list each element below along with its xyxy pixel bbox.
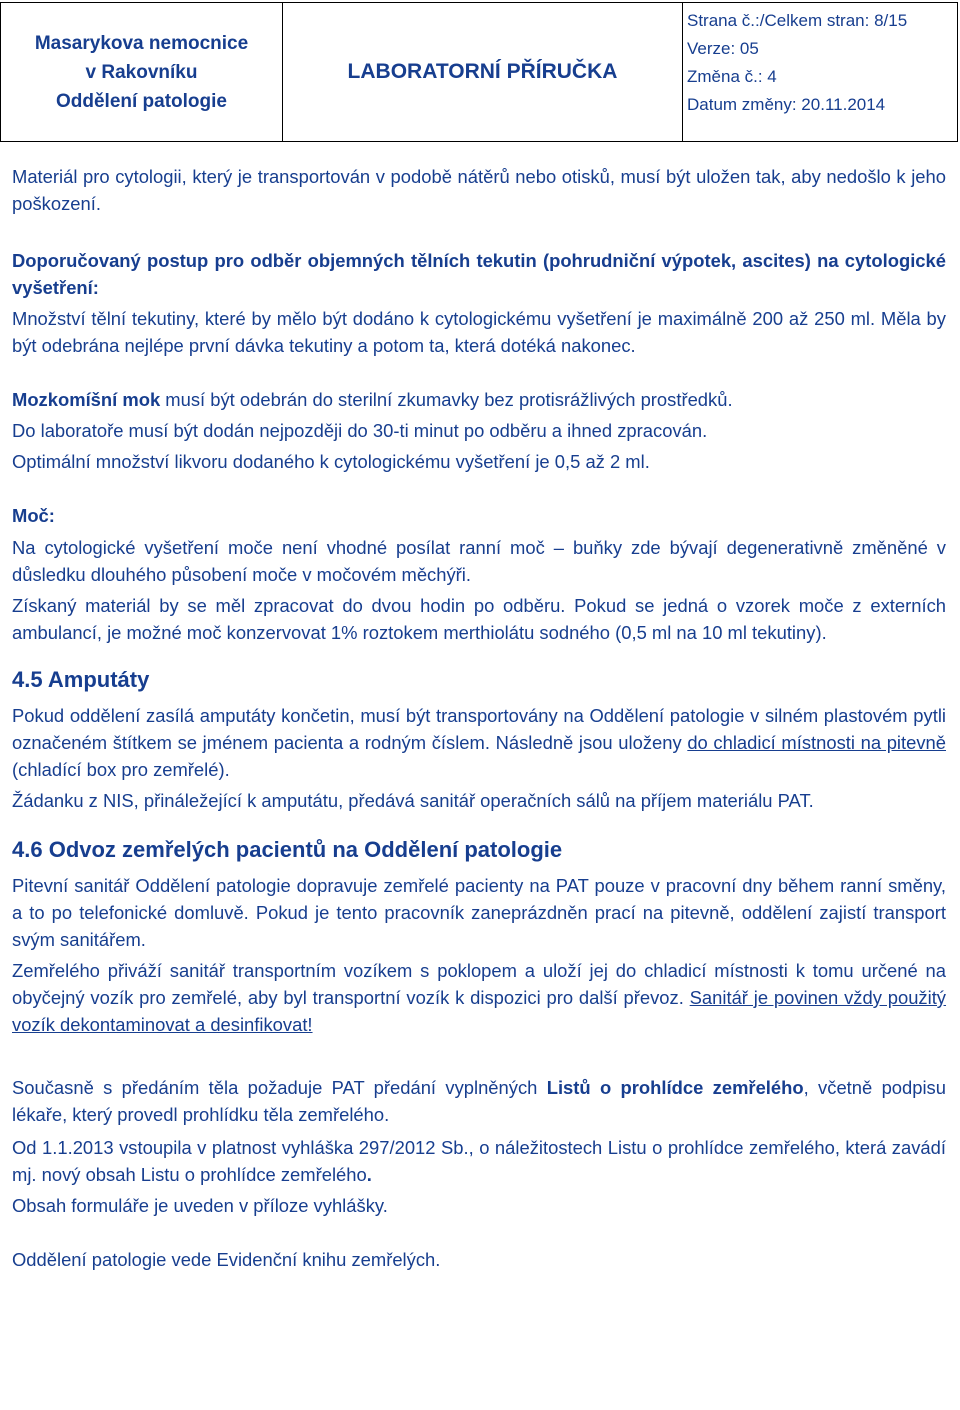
page-info: Strana č.:/Celkem stran: 8/15	[687, 11, 908, 30]
deceased-transport-paragraph-1: Pitevní sanitář Oddělení patologie dopravuje zemřelé pacienty na PAT pouze v pracovní dny během ranní směny, a to po telefonické domluvě. Pokud je tento pracovník zaneprázdněn prací na pitevně, oddělení zajistí transport svým sanitářem.	[12, 875, 946, 950]
document-title: LABORATORNÍ PŘÍRUČKA	[347, 60, 618, 83]
section-4-6-heading: 4.6 Odvoz zemřelých pacientů na Oddělení patologie	[12, 837, 563, 862]
document-body	[12, 163, 946, 1273]
header-meta	[683, 3, 957, 141]
cytology-transport-paragraph: Materiál pro cytologii, který je transportován v podobě nátěrů nebo otisků, musí být uložen tak, aby nedošlo k jeho poškození.	[12, 166, 946, 214]
amputations-paragraph-2: Žádanku z NIS, přináležející k amputátu, předává sanitář operačních sálů na příjem materiálu PAT.	[12, 790, 814, 811]
change-number: Změna č.: 4	[687, 67, 777, 86]
urine-paragraph-2: Získaný materiál by se měl zpracovat do dvou hodin po odběru. Pokud se jedná o vzorek moče z externích ambulancí, je možné moč konzervovat 1% roztokem merthiolátu sodného (0,5 ml na 10 ml tekutiny).	[12, 595, 946, 643]
csf-delivery-paragraph: Do laboratoře musí být dodán nejpozději do 30-ti minut po odběru a ihned zpracován.	[12, 420, 708, 441]
change-date: Datum změny: 20.11.2014	[687, 95, 886, 114]
page-header	[0, 2, 958, 142]
org-city: v Rakovníku	[85, 61, 198, 83]
section-4-5-heading: 4.5 Amputáty	[12, 667, 150, 692]
org-department: Oddělení patologie	[55, 90, 227, 112]
amputations-paragraph-1: Pokud oddělení zasílá amputáty končetin, musí být transportovány na Oddělení patologie v silném plastovém pytli označeném štítkem se jménem pacienta a rodným číslem. Následně jsou uloženy do chladicí místnosti na pitevně (chladící box pro zemřelé).	[12, 705, 946, 780]
form-content-paragraph: Obsah formuláře je uveden v příloze vyhlášky.	[12, 1195, 388, 1216]
csf-paragraph: Mozkomíšní mok musí být odebrán do sterilní zkumavky bez protisrážlivých prostředků.	[12, 389, 733, 410]
deceased-transport-paragraph-2: Zemřelého přiváží sanitář transportním vozíkem s poklopem a uloží jej do chladicí místnosti k tomu určené na obyčejný vozík pro zemřelé, aby byl transportní vozík k dispozici pro další převoz. Sanitář je povinen vždy použitý vozík dekontaminovat a desinfikovat!	[12, 960, 947, 1035]
register-paragraph: Oddělení patologie vede Evidenční knihu zemřelých.	[12, 1249, 441, 1270]
header-title-cell	[283, 3, 683, 141]
csf-amount-paragraph: Optimální množství likvoru dodaného k cytologickému vyšetření je 0,5 až 2 ml.	[12, 451, 650, 472]
version-info: Verze: 05	[687, 39, 759, 58]
fluid-amount-paragraph: Množství tělní tekutiny, které by mělo být dodáno k cytologickému vyšetření je maximálně 200 až 250 ml. Měla by být odebrána nejlépe první dávka tekutiny a potom ta, která dotéká nakonec.	[12, 308, 946, 356]
urine-heading: Moč:	[12, 505, 55, 526]
fluid-procedure-heading: Doporučovaný postup pro odběr objemných tělních tekutin (pohrudniční výpotek, ascites) na cytologické vyšetření:	[12, 250, 946, 298]
org-name: Masarykova nemocnice	[34, 32, 249, 54]
death-examination-sheet-paragraph: Současně s předáním těla požaduje PAT předání vyplněných Listů o prohlídce zemřelého, včetně podpisu lékaře, který provedl prohlídku těla zemřelého.	[12, 1077, 946, 1125]
header-organization	[1, 3, 283, 141]
urine-paragraph-1: Na cytologické vyšetření moče není vhodné posílat ranní moč – buňky zde bývají degenerativně změněné v důsledku dlouhého působení moče v močovém měchýři.	[12, 537, 946, 585]
decree-paragraph: Od 1.1.2013 vstoupila v platnost vyhláška 297/2012 Sb., o náležitostech Listu o prohlídce zemřelého, která zavádí mj. nový obsah Listu o prohlídce zemřelého.	[12, 1137, 946, 1185]
